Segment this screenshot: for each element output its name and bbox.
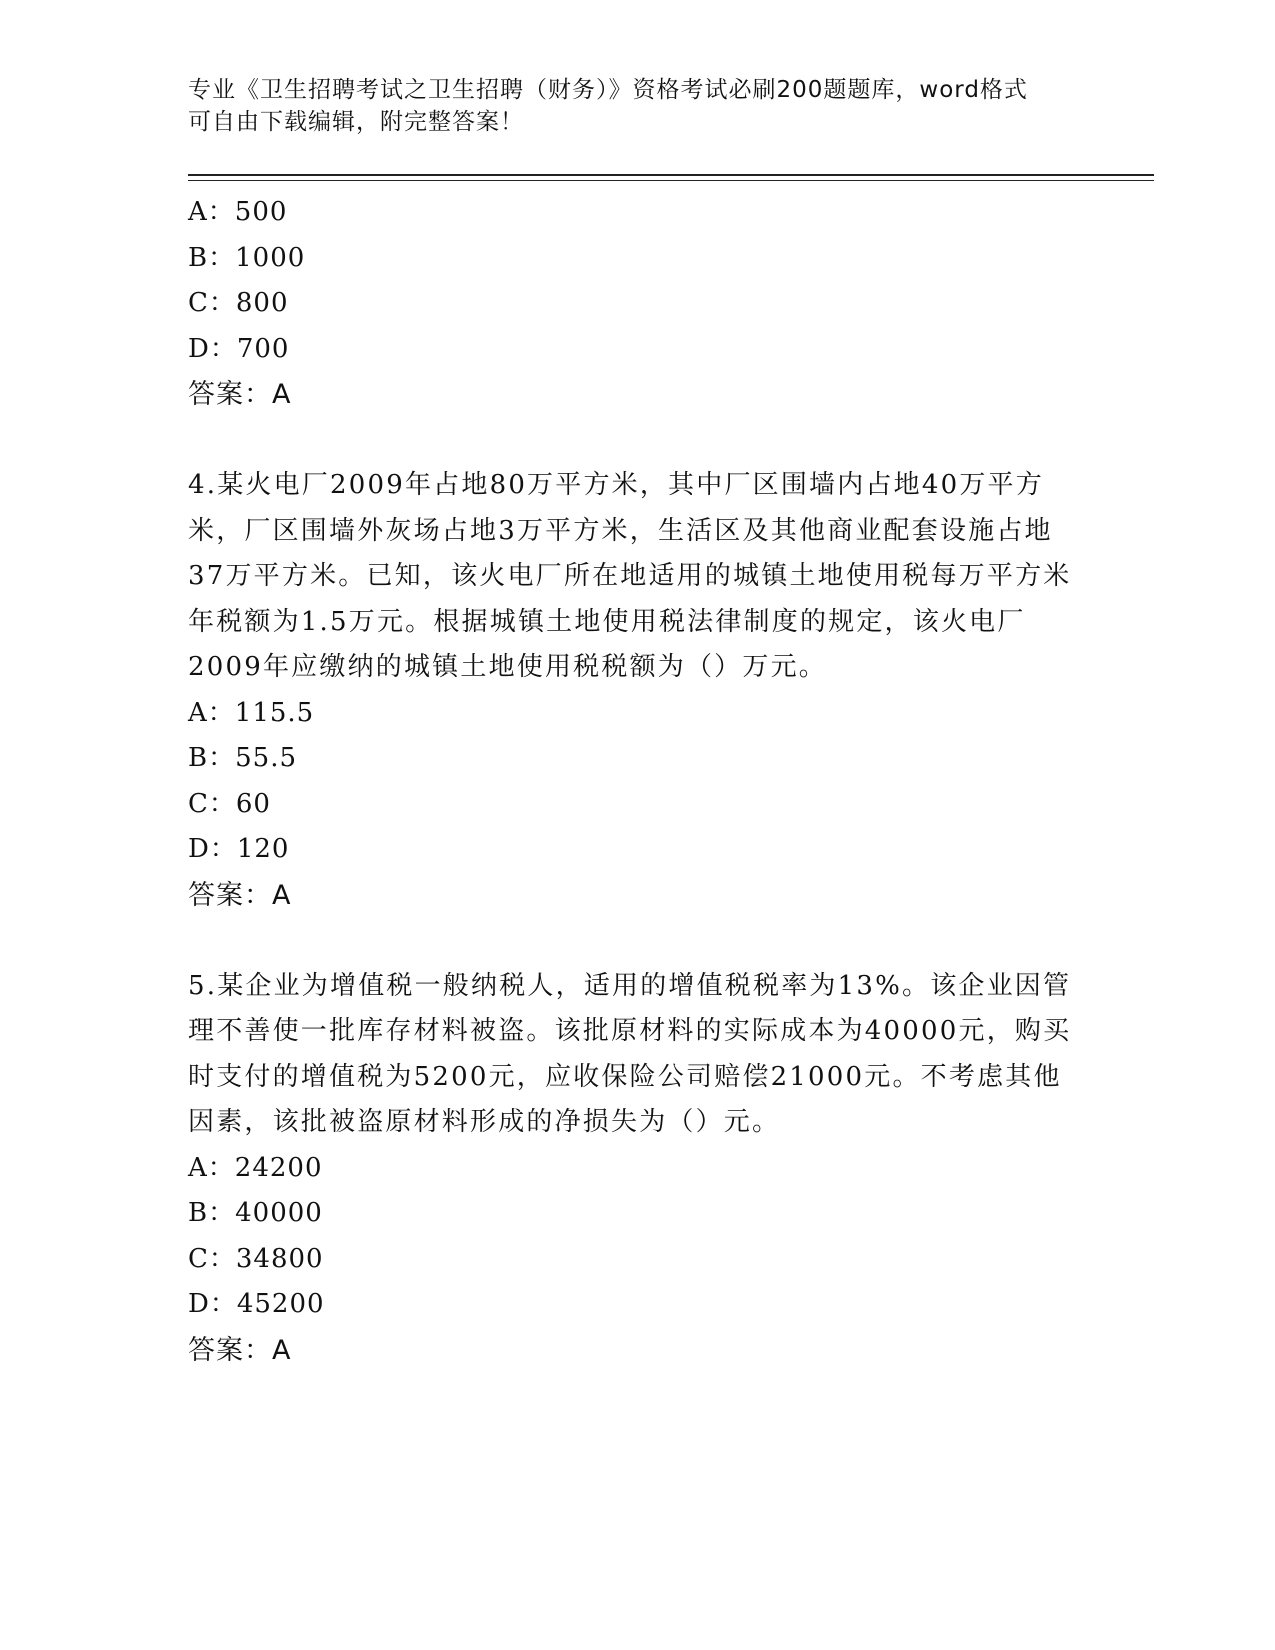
header-rule-thin xyxy=(188,180,1154,181)
question-4-block xyxy=(188,463,1088,918)
q4-option-a: A：115.5 xyxy=(188,697,315,728)
q3-answer: 答案：A xyxy=(188,379,292,410)
spacer xyxy=(188,918,1088,964)
q3-option-b: B：1000 xyxy=(188,242,306,273)
q5-option-c: C：34800 xyxy=(188,1243,324,1274)
q5-option-d: D：45200 xyxy=(188,1289,325,1319)
q4-answer: 答案：A xyxy=(188,879,292,911)
q4-option-d: D：120 xyxy=(188,834,290,864)
question-content xyxy=(188,190,1088,1373)
spacer xyxy=(188,418,1088,464)
q4-option-c: C：60 xyxy=(188,788,271,819)
q5-option-a: A：24200 xyxy=(188,1152,323,1183)
q4-option-b: B：55.5 xyxy=(188,743,297,773)
q4-question-text: 4.某火电厂2009年占地80万平方米，其中厂区围墙内占地40万平方米，厂区围墙外灰场占地3万平方米，生活区及其他商业配套设施占地37万平方米。已知，该火电厂所在地适用的城镇土地使用税每万平方米年税额为1.5万元。根据城镇土地使用税法律制度的规定，该火电厂2009年应缴纳的城镇土地使用税税额为（）万元。 xyxy=(188,470,1072,682)
q3-option-c: C：800 xyxy=(188,288,289,318)
question-3-block xyxy=(188,190,1088,418)
document-header xyxy=(188,74,1068,138)
header-line-2: 可自由下载编辑，附完整答案！ xyxy=(188,109,524,135)
q5-option-b: B：40000 xyxy=(188,1198,323,1228)
q5-answer: 答案：A xyxy=(188,1334,292,1366)
q3-option-d: D：700 xyxy=(188,333,290,364)
q5-question-text: 5.某企业为增值税一般纳税人，适用的增值税税率为13%。该企业因管理不善使一批库存材料被盗。该批原材料的实际成本为40000元，购买时支付的增值税为5200元，应收保险公司赔偿21000元。不考虑其他因素，该批被盗原材料形成的净损失为（）元。 xyxy=(188,970,1072,1137)
q3-option-a: A：500 xyxy=(188,197,288,227)
header-line-1: 专业《卫生招聘考试之卫生招聘（财务）》资格考试必刷200题题库，word格式 xyxy=(188,77,1028,103)
question-5-block xyxy=(188,964,1088,1374)
header-rule-thick xyxy=(188,174,1154,176)
